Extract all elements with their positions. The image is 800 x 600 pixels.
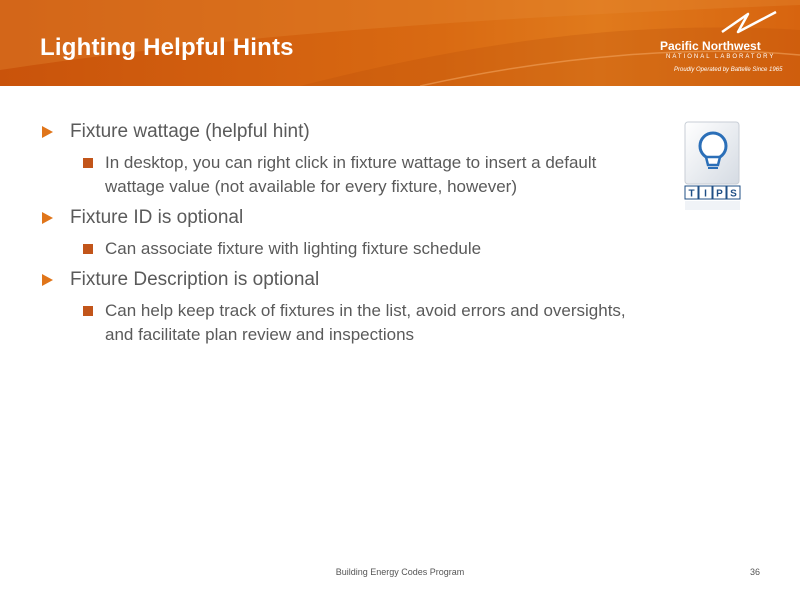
square-bullet-icon bbox=[83, 158, 93, 168]
bullet-fixture-wattage: Fixture wattage (helpful hint) bbox=[40, 120, 640, 144]
tips-lightbulb-icon bbox=[683, 120, 743, 212]
tips-letter: P bbox=[716, 188, 723, 200]
tips-letter: I bbox=[704, 188, 707, 200]
logo-mark-icon bbox=[660, 10, 795, 40]
page-number: 36 bbox=[749, 567, 760, 577]
bullet-fixture-id: Fixture ID is optional bbox=[40, 206, 640, 230]
slide-title: Lighting Helpful Hints bbox=[40, 34, 294, 61]
sub-bullet-track-fixtures: Can help keep track of fixtures in the list, avoid errors and oversights, and facilitate plan review and inspections bbox=[40, 299, 640, 347]
logo-subtitle: NATIONAL LABORATORY bbox=[666, 54, 776, 60]
pnnl-logo bbox=[660, 10, 795, 78]
slide-body bbox=[40, 120, 640, 354]
tips-letter: T bbox=[688, 188, 695, 200]
triangle-bullet-icon bbox=[42, 274, 53, 286]
sub-bullet-desktop-right-click: In desktop, you can right click in fixture wattage to insert a default wattage value (not available for every fixture, however) bbox=[40, 151, 640, 199]
slide-header bbox=[0, 0, 800, 86]
square-bullet-icon bbox=[83, 306, 93, 316]
tips-letter: S bbox=[730, 188, 737, 200]
square-bullet-icon bbox=[83, 244, 93, 254]
bullet-fixture-description: Fixture Description is optional bbox=[40, 268, 640, 292]
sub-bullet-fixture-schedule: Can associate fixture with lighting fixture schedule bbox=[40, 237, 640, 261]
triangle-bullet-icon bbox=[42, 126, 53, 138]
triangle-bullet-icon bbox=[42, 212, 53, 224]
logo-name: Pacific Northwest bbox=[660, 39, 761, 53]
logo-tagline: Proudly Operated by Battelle Since 1965 bbox=[674, 67, 783, 73]
footer-program: Building Energy Codes Program bbox=[335, 567, 465, 577]
